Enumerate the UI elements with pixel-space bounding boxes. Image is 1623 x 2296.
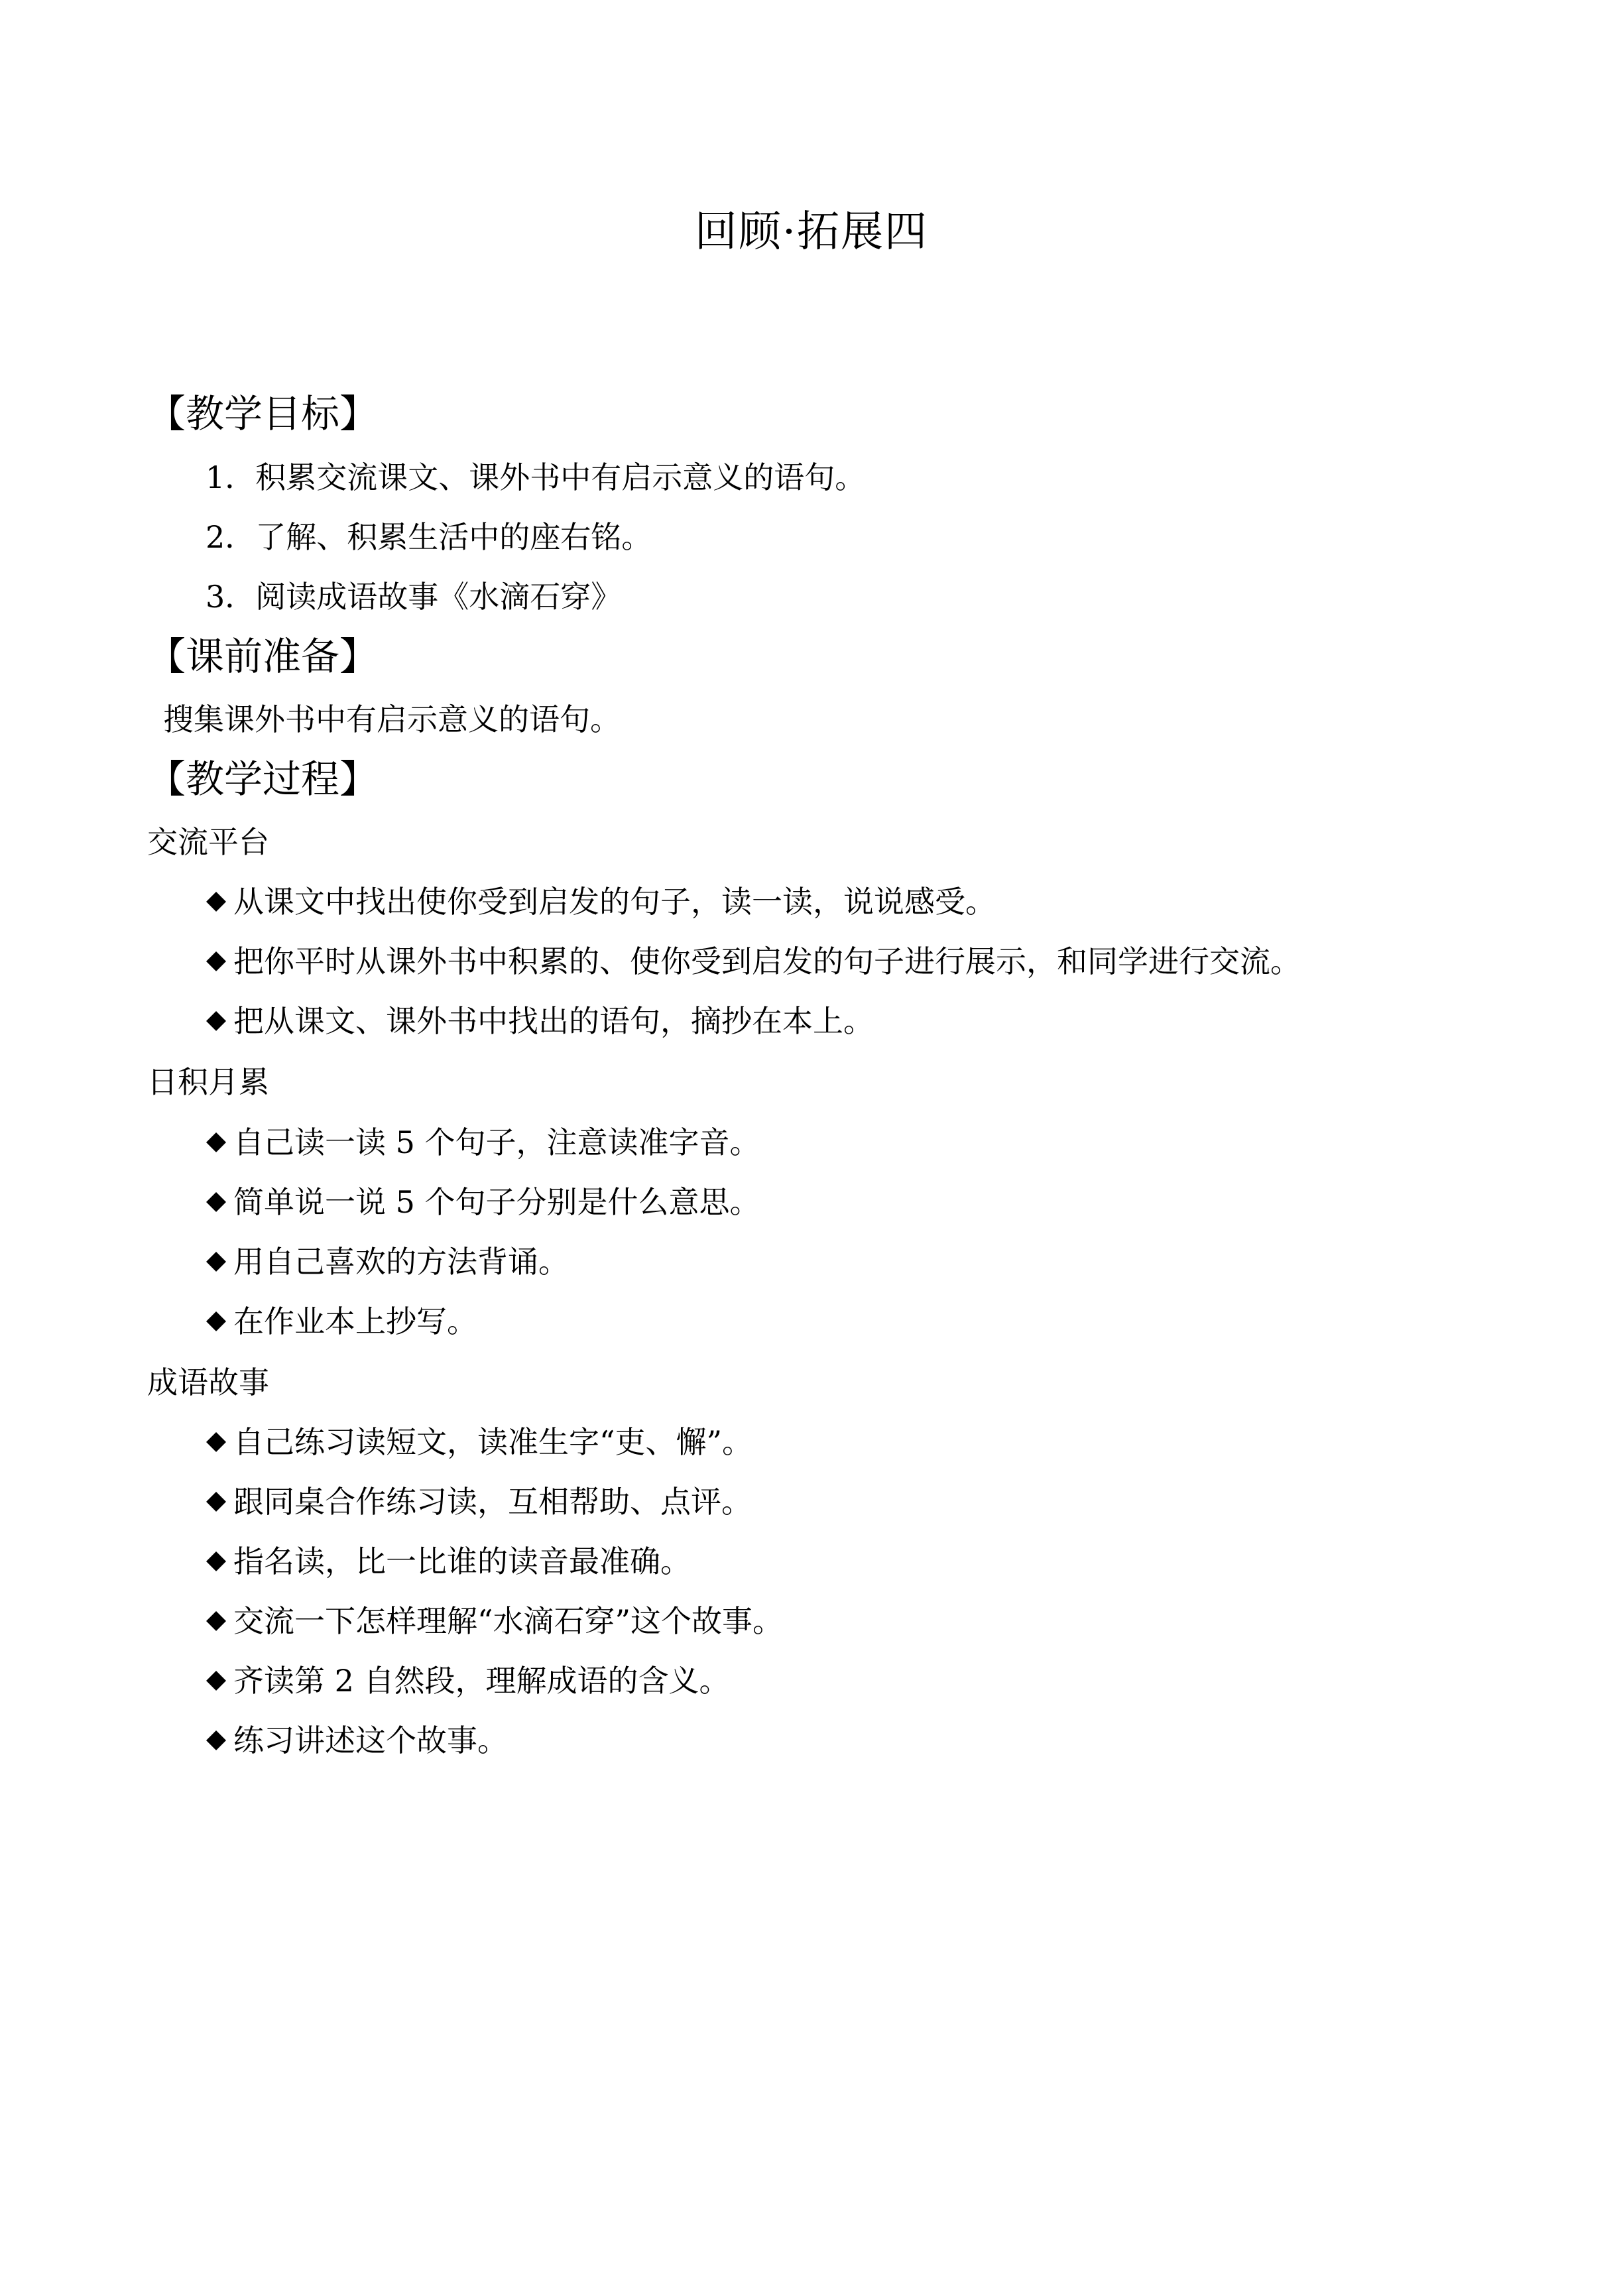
list-item-text: 从课文中找出使你受到启发的句子，读一读，说说感受。: [233, 884, 996, 920]
section-title-accumulation: 日积月累: [147, 1064, 269, 1100]
objective-item-1: 1．积累交流课文、课外书中有启示意义的语句。: [206, 459, 866, 495]
objective-item-3: 3．阅读成语故事《水滴石穿》: [206, 579, 622, 615]
list-item: [206, 878, 996, 925]
list-item-text: 把从课文、课外书中找出的语句，摘抄在本上。: [233, 1003, 874, 1039]
list-item: [206, 1479, 752, 1525]
list-item: [206, 1598, 783, 1644]
diamond-bullet-icon: [206, 1191, 227, 1213]
list-item-text: 自己读一读 5 个句子，注意读准字音。: [233, 1124, 760, 1160]
list-item-text: 用自己喜欢的方法背诵。: [233, 1244, 569, 1280]
list-item: [206, 1179, 760, 1225]
diamond-bullet-icon: [206, 951, 227, 972]
diamond-bullet-icon: [206, 1010, 227, 1032]
list-item-text: 自己练习读短文，读准生字“吏、懈”。: [233, 1424, 753, 1460]
list-item: [206, 938, 1301, 985]
section-title-idiom-story: 成语故事: [147, 1364, 269, 1400]
list-item: [206, 1658, 730, 1704]
diamond-bullet-icon: [206, 1491, 227, 1512]
list-item: [206, 1419, 752, 1465]
diamond-bullet-icon: [206, 891, 227, 912]
diamond-bullet-icon: [206, 1431, 227, 1453]
list-item-text: 跟同桌合作练习读，互相帮助、点评。: [233, 1484, 752, 1520]
section-title-exchange: 交流平台: [147, 824, 269, 860]
list-item-text: 把你平时从课外书中积累的、使你受到启发的句子进行展示，和同学进行交流。: [233, 943, 1301, 979]
objective-item-2: 2．了解、积累生活中的座右铭。: [206, 519, 652, 555]
list-item: [206, 998, 874, 1044]
process-heading: 【教学过程】: [147, 756, 379, 802]
diamond-bullet-icon: [206, 1551, 227, 1572]
list-item: [206, 1298, 477, 1345]
list-item: [206, 1119, 760, 1166]
diamond-bullet-icon: [206, 1730, 227, 1751]
objectives-heading: 【教学目标】: [147, 391, 379, 436]
list-item-text: 在作业本上抄写。: [233, 1303, 477, 1339]
diamond-bullet-icon: [206, 1132, 227, 1153]
page-title: 回顾·拓展四: [694, 208, 929, 257]
diamond-bullet-icon: [206, 1311, 227, 1332]
list-item-text: 简单说一说 5 个句子分别是什么意思。: [233, 1184, 760, 1220]
list-item-text: 交流一下怎样理解“水滴石穿”这个故事。: [233, 1603, 784, 1639]
list-item: [206, 1239, 569, 1285]
diamond-bullet-icon: [206, 1670, 227, 1691]
list-item-text: 练习讲述这个故事。: [233, 1722, 508, 1758]
diamond-bullet-icon: [206, 1251, 227, 1272]
list-item-text: 指名读，比一比谁的读音最准确。: [233, 1543, 691, 1579]
list-item: [206, 1538, 691, 1585]
preparation-heading: 【课前准备】: [147, 634, 379, 679]
preparation-text: 搜集课外书中有启示意义的语句。: [163, 701, 621, 737]
diamond-bullet-icon: [206, 1610, 227, 1632]
list-item: [206, 1717, 508, 1764]
list-item-text: 齐读第 2 自然段，理解成语的含义。: [233, 1663, 730, 1699]
